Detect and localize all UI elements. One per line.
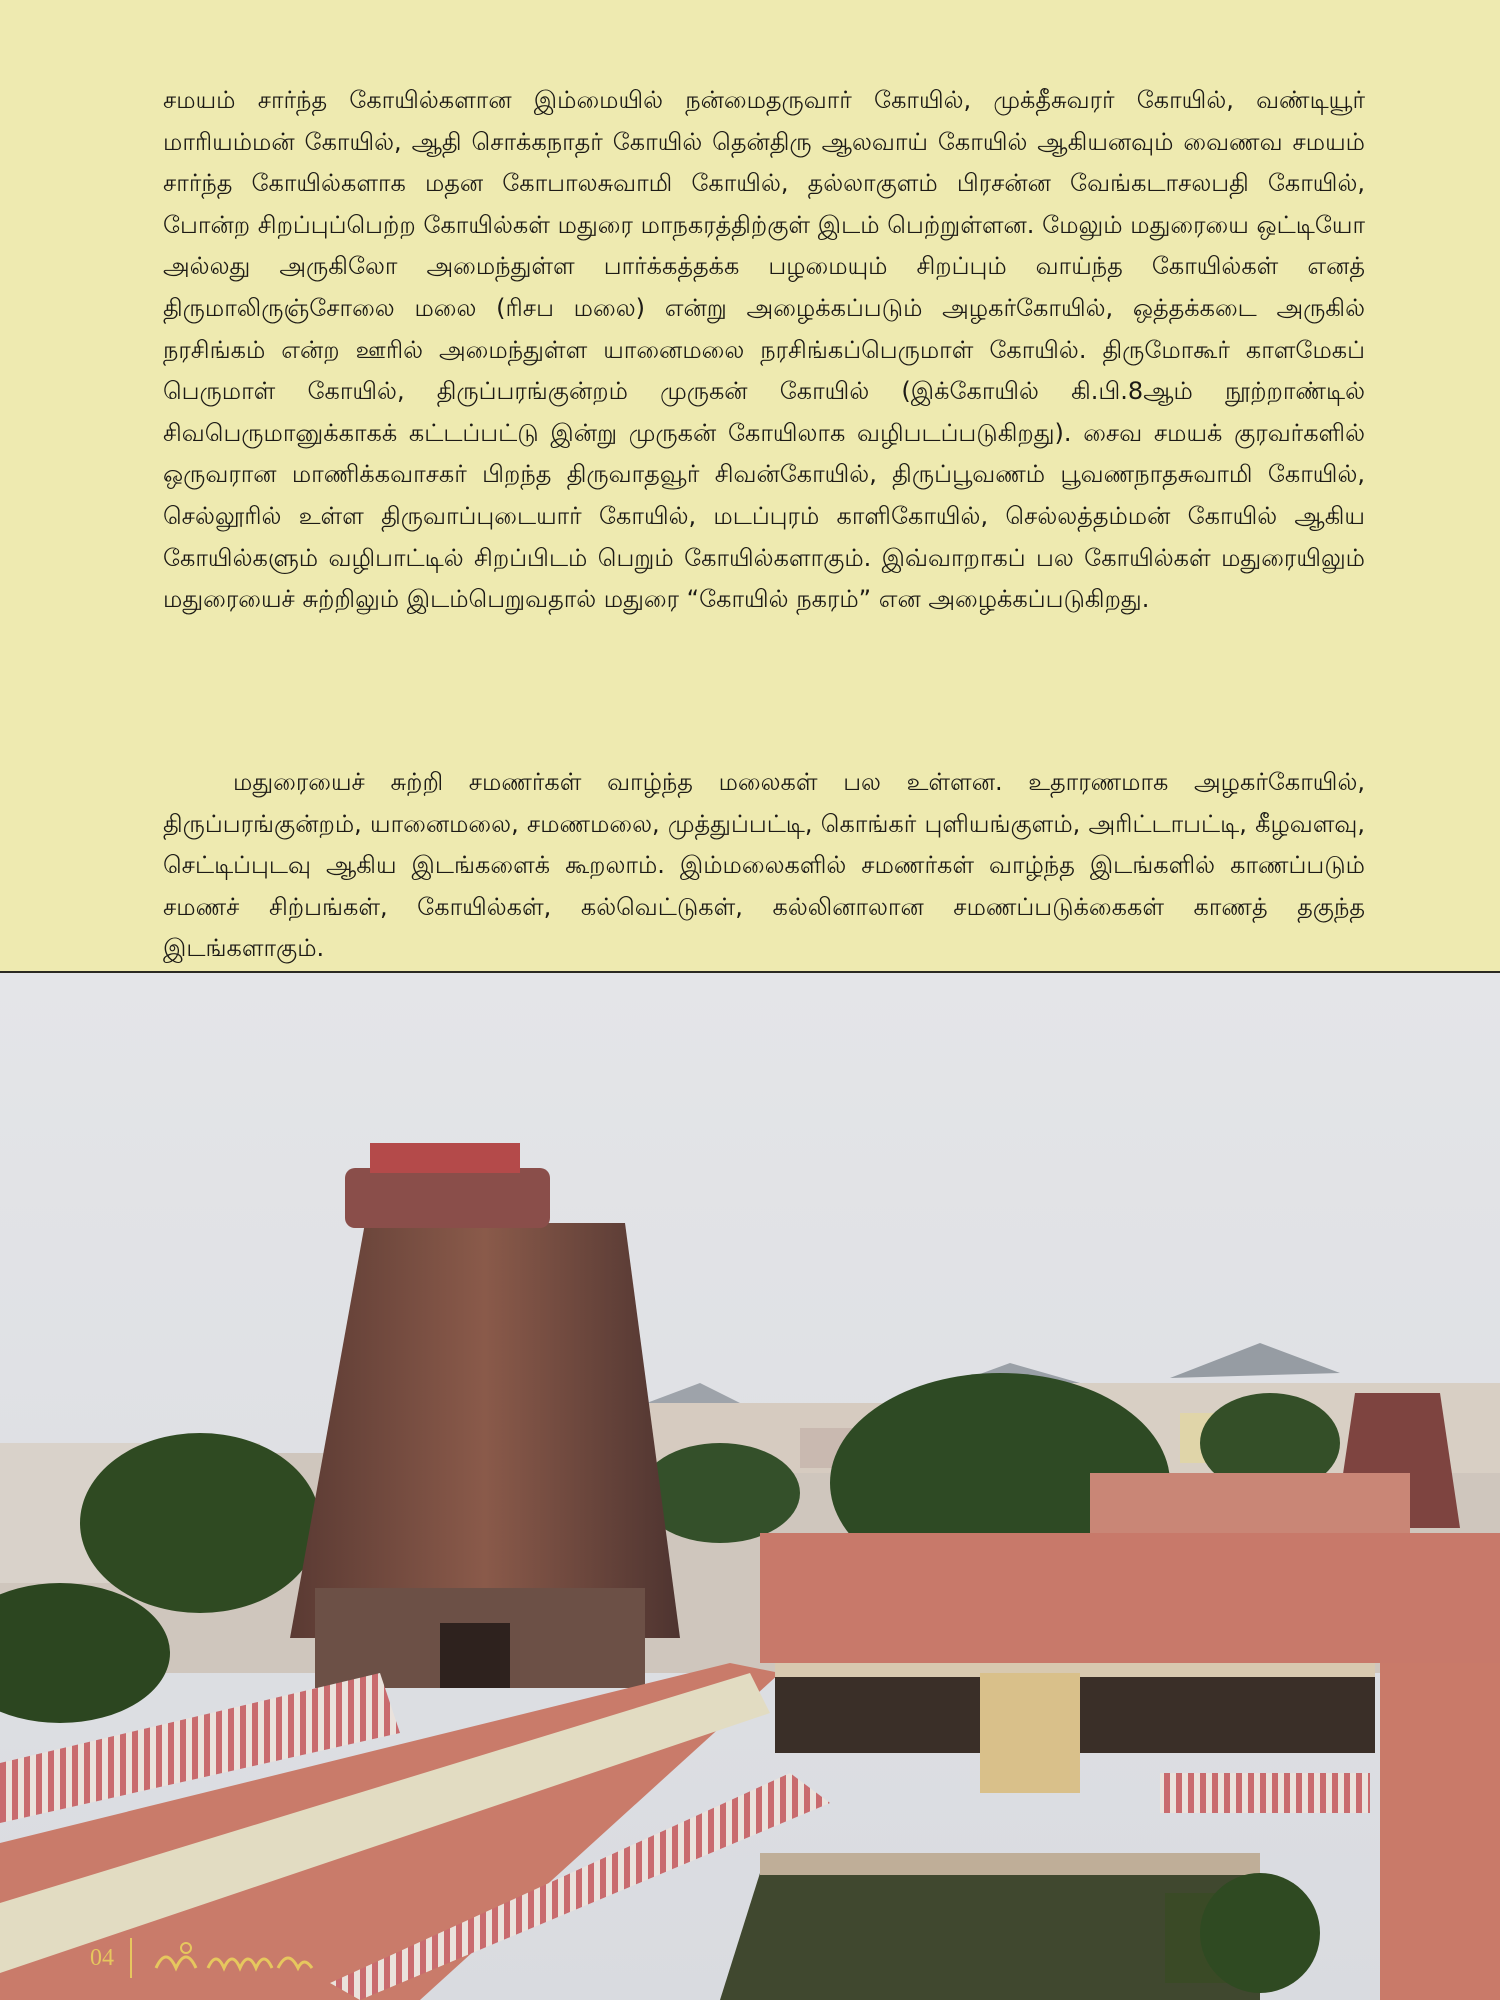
gopuram-tower <box>290 1143 680 1688</box>
temple-photo <box>0 973 1500 2000</box>
body-paragraph: சமயம் சார்ந்த கோயில்களான இம்மையில் நன்மைதருவார் கோயில், முக்தீசுவரர் கோயில், வண்டியூர் மாரியம்மன் கோயில், ஆதி சொக்கநாதர் கோயில் தென்திரு ஆலவாய் கோயில் ஆகியனவும் வைணவ சமயம் சார்ந்த கோயில்களாக மதன கோபாலசுவாமி கோயில், தல்லாகுளம் பிரசன்ன வேங்கடாசலபதி கோயில், போன்ற சிறப்புப்பெற்ற கோயில்கள் மதுரை மாநகரத்திற்குள் இடம் பெற்றுள்ளன. மேலும் மதுரையை ஒட்டியோ அல்லது அருகிலோ அமைந்துள்ள பார்க்கத்தக்க பழமையும் சிறப்பும் வாய்ந்த கோயில்கள் எனத் திருமாலிருஞ்சோலை மலை (ரிசப மலை) என்று அழைக்கப்படும் அழகர்கோயில், ஒத்தக்கடை அருகில் நரசிங்கம் என்ற ஊரில் அமைந்துள்ள யானைமலை நரசிங்கப்பெருமாள் கோயில். திருமோகூர் காளமேகப் பெருமாள் கோயில், திருப்பரங்குன்றம் முருகன் கோயில் (இக்கோயில் கி.பி.8ஆம் நூற்றாண்டில் சிவபெருமானுக்காகக் கட்டப்பட்டு இன்று முருகன் கோயிலாக வழிபடப்படுகிறது). சைவ சமயக் குரவர்களில் ஒருவரான மாணிக்கவாசகர் பிறந்த திருவாதவூர் சிவன்கோயில், திருப்பூவணம் பூவணநாதசுவாமி கோயில், செல்லூரில் உள்ள திருவாப்புடையார் கோயில், மடப்புரம் காளிகோயில், செல்லத்தம்மன் கோயில் ஆகிய கோயில்களும் வழிபாட்டில் சிறப்பிடம் பெறும் கோயில்களாகும். இவ்வாறாகப் பல கோயில்கள் மதுரையிலும் மதுரையைச் சுற்றிலும் இடம்பெறுவதால் மதுரை “கோயில் நகரம்” என அழைக்கப்படுகிறது. <box>163 86 1366 614</box>
temple-photo-illustration <box>0 973 1500 2000</box>
tree-cluster <box>80 1433 320 1613</box>
publication-logo-icon <box>148 1938 328 1978</box>
page-footer <box>90 1936 328 1980</box>
footer-divider <box>130 1938 132 1978</box>
text-panel <box>0 0 1500 973</box>
page-number: 04 <box>90 1944 114 1971</box>
body-paragraph: மதுரையைச் சுற்றி சமணர்கள் வாழ்ந்த மலைகள் பல உள்ளன. உதாரணமாக அழகர்கோயில், திருப்பரங்குன்றம், யானைமலை, சமணமலை, முத்துப்பட்டி, கொங்கர் புளியங்குளம், அரிட்டாபட்டி, கீழவளவு, செட்டிப்புடவு ஆகிய இடங்களைக் கூறலாம். இம்மலைகளில் சமணர்கள் வாழ்ந்த இடங்களில் காணப்படும் சமணச் சிற்பங்கள், கோயில்கள், கல்வெட்டுகள், கல்லினாலான சமணப்படுக்கைகள் காணத் தகுந்த இடங்களாகும். <box>163 768 1365 963</box>
